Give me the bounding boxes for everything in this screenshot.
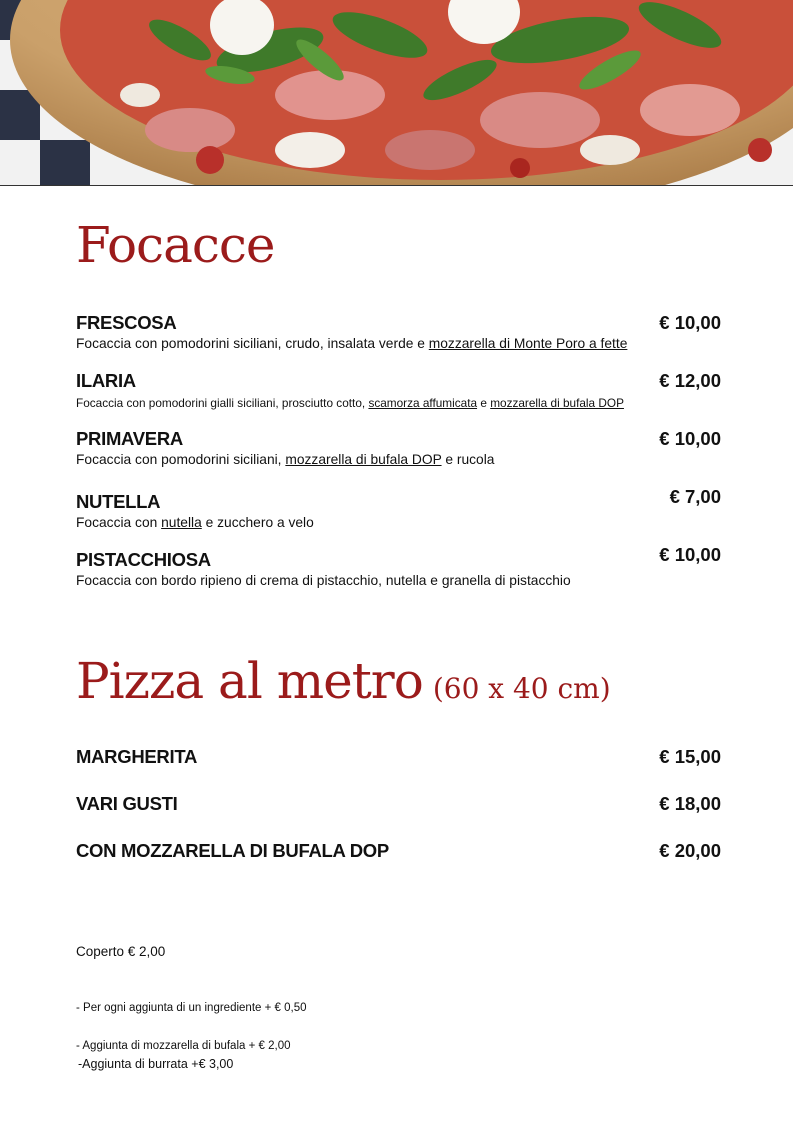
item-price: € 18,00 bbox=[659, 793, 721, 814]
item-description: Focaccia con pomodorini gialli siciliani, prosciutto cotto, scamorza affumicata e mozzarella di bufala DOP bbox=[76, 396, 624, 410]
item-name: NUTELLA bbox=[76, 491, 161, 512]
section-title-focacce: Focacce bbox=[76, 216, 275, 274]
item-name: CON MOZZARELLA DI BUFALA DOP bbox=[76, 840, 389, 861]
item-name: VARI GUSTI bbox=[76, 793, 178, 814]
item-name: PISTACCHIOSA bbox=[76, 549, 211, 570]
extra-bufala-note: - Aggiunta di mozzarella di bufala + € 2,00 bbox=[76, 1040, 291, 1052]
menu-item-frescosa bbox=[76, 312, 721, 351]
item-name: MARGHERITA bbox=[76, 746, 198, 767]
item-name: ILARIA bbox=[76, 370, 136, 391]
coperto-note: Coperto € 2,00 bbox=[76, 944, 166, 959]
item-description: Focaccia con bordo ripieno di crema di pistacchio, nutella e granella di pistacchio bbox=[76, 573, 571, 588]
section-title-text: Pizza al metro bbox=[76, 652, 423, 710]
menu-item-ilaria bbox=[76, 370, 721, 410]
menu-item-nutella bbox=[76, 486, 721, 530]
extra-ingredient-note: - Per ogni aggiunta di un ingrediente + € 0,50 bbox=[76, 1002, 307, 1014]
item-price: € 12,00 bbox=[659, 370, 721, 391]
item-description: Focaccia con pomodorini siciliani, crudo, insalata verde e mozzarella di Monte Poro a fette bbox=[76, 336, 628, 351]
extra-burrata-note: -Aggiunta di burrata +€ 3,00 bbox=[78, 1057, 234, 1071]
pizza-dimensions: (60 x 40 cm) bbox=[432, 672, 611, 705]
menu-item-vari-gusti bbox=[76, 793, 721, 815]
item-price: € 15,00 bbox=[659, 746, 721, 767]
item-price: € 20,00 bbox=[659, 840, 721, 861]
section-title-pizza-al-metro bbox=[76, 652, 611, 710]
item-price: € 10,00 bbox=[659, 544, 721, 565]
item-price: € 7,00 bbox=[669, 486, 721, 507]
item-name: FRESCOSA bbox=[76, 312, 177, 333]
item-description: Focaccia con pomodorini siciliani, mozzarella di bufala DOP e rucola bbox=[76, 452, 495, 467]
hero-pizza-image bbox=[0, 0, 793, 186]
item-price: € 10,00 bbox=[659, 428, 721, 449]
menu-item-bufala-dop bbox=[76, 840, 721, 862]
menu-item-margherita bbox=[76, 746, 721, 768]
item-description: Focaccia con nutella e zucchero a velo bbox=[76, 515, 314, 530]
menu-item-pistacchiosa bbox=[76, 544, 721, 588]
item-name: PRIMAVERA bbox=[76, 428, 183, 449]
menu-item-primavera bbox=[76, 428, 721, 467]
pizza-photo bbox=[0, 0, 793, 185]
item-price: € 10,00 bbox=[659, 312, 721, 333]
